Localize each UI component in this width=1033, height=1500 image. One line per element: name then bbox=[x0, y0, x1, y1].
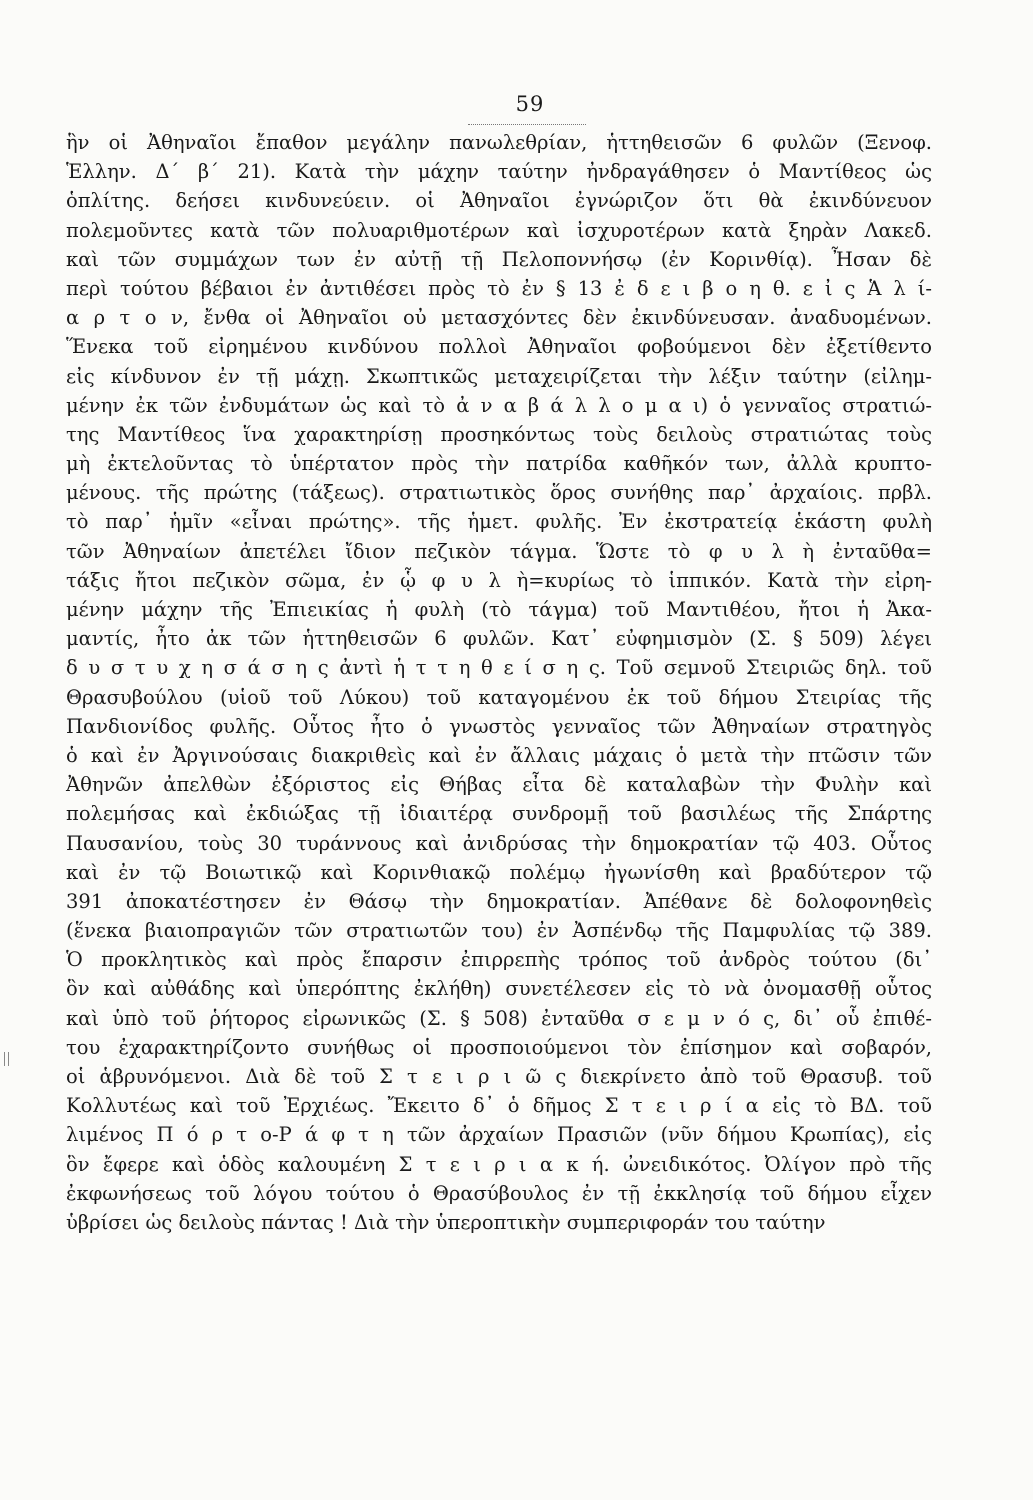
text-line: 391 ἀποκατέστησεν ἐν Θάσῳ τὴν δημοκρατίαν. Ἀπέθανε δὲ δολοφονηθεὶς bbox=[66, 889, 932, 913]
text-line: Πανδιονίδος φυλῆς. Οὗτος ἦτο ὁ γνωστὸς γενναῖος τῶν Ἀθηναίων στρατηγὸς bbox=[66, 714, 932, 738]
text-line: πολεμήσας καὶ ἐκδιώξας τῇ ἰδιαιτέρᾳ συνδρομῇ τοῦ βασιλέως τῆς Σπάρτης bbox=[66, 802, 932, 826]
text-line: α ρ τ ο ν, ἔνθα οἱ Ἀθηναῖοι οὐ μετασχόντες δὲν ἐκινδύνευσαν. ἀναδυομένων. bbox=[66, 306, 932, 330]
text-line: καὶ τῶν συμμάχων των ἐν αὐτῇ τῇ Πελοποννήσῳ (ἐν Κορινθίᾳ). Ἦσαν δὲ bbox=[66, 247, 932, 271]
margin-mark bbox=[4, 1052, 9, 1066]
text-line: του ἐχαρακτηρίζοντο συνήθως οἱ προσποιούμενοι τὸν ἐπίσημον καὶ σοβαρόν, bbox=[66, 1035, 932, 1059]
text-line: Θρασυβούλου (υἱοῦ τοῦ Λύκου) τοῦ καταγομένου ἐκ τοῦ δήμου Στειρίας τῆς bbox=[66, 685, 932, 709]
text-line: μένην ἐκ τῶν ἐνδυμάτων ὡς καὶ τὸ ἀ ν α β ά λ λ ο μ α ι) ὁ γενναῖος στρατιώ- bbox=[66, 393, 932, 417]
text-line: οἱ ἁβρυνόμενοι. Διὰ δὲ τοῦ Σ τ ε ι ρ ι ῶ ς διεκρίνετο ἀπὸ τοῦ Θρασυβ. τοῦ bbox=[66, 1065, 932, 1088]
text-line: ὁπλίτης. δεήσει κινδυνεύειν. οἱ Ἀθηναῖοι ἐγνώριζον ὅτι θὰ ἐκινδύνευον bbox=[66, 189, 932, 213]
text-line: Ὁ προκλητικὸς καὶ πρὸς ἔπαρσιν ἐπιρρεπὴς τρόπος τοῦ ἀνδρὸς τούτου (δι᾽ bbox=[66, 948, 932, 972]
text-line: Ἀθηνῶν ἀπελθὼν ἐξόριστος εἰς Θήβας εἶτα δὲ καταλαβὼν τὴν Φυλὴν καὶ bbox=[66, 773, 932, 797]
text-line: της Μαντίθεος ἵνα χαρακτηρίσῃ προσηκόντως τοὺς δειλοὺς στρατιώτας τοὺς bbox=[66, 422, 932, 446]
text-line: ἣν οἱ Ἀθηναῖοι ἔπαθον μεγάλην πανωλεθρίαν, ἡττηθεισῶν 6 φυλῶν (Ξενοφ. bbox=[66, 131, 932, 154]
header-rule bbox=[468, 124, 586, 125]
text-line: (ἕνεκα βιαιοπραγιῶν τῶν στρατιωτῶν του) ἐν Ἀσπένδῳ τῆς Παμφυλίας τῷ 389. bbox=[66, 919, 932, 943]
text-line: λιμένος Π ό ρ τ ο-Ρ ά φ τ η τῶν ἀρχαίων Πρασιῶν (νῦν δήμου Κρωπίας), εἰς bbox=[66, 1123, 932, 1147]
text-line: ἐκφωνήσεως τοῦ λόγου τούτου ὁ Θρασύβουλος ἐν τῇ ἐκκλησίᾳ τοῦ δήμου εἶχεν bbox=[66, 1181, 932, 1205]
text-line: ὁ καὶ ἐν Ἀργινούσαις διακριθεὶς καὶ ἐν ἄλλαις μάχαις ὁ μετὰ τὴν πτῶσιν τῶν bbox=[66, 743, 932, 767]
text-line: Ἑλλην. Δ΄ β΄ 21). Κατὰ τὴν μάχην ταύτην ἠνδραγάθησεν ὁ Μαντίθεος ὡς bbox=[66, 160, 932, 184]
text-line: τῶν Ἀθηναίων ἀπετέλει ἴδιον πεζικὸν τάγμα. Ὥστε τὸ φ υ λ ὴ ἐνταῦθα= bbox=[66, 539, 932, 563]
text-line: περὶ τούτου βέβαιοι ἐν ἀντιθέσει πρὸς τὸ ἐν § 13 ἐ δ ε ι β ο η θ. ε ἰ ς Ἁ λ ί- bbox=[66, 276, 932, 300]
text-line: καὶ ὑπὸ τοῦ ῥήτορος εἰρωνικῶς (Σ. § 508) ἐνταῦθα σ ε μ ν ό ς, δι᾽ οὗ ἐπιθέ- bbox=[66, 1006, 932, 1030]
text-line: τάξις ἤτοι πεζικὸν σῶμα, ἐν ᾧ φ υ λ ὴ=κυρίως τὸ ἱππικόν. Κατὰ τὴν εἰρη- bbox=[66, 568, 932, 592]
text-line: μένην μάχην τῆς Ἐπιεικίας ἡ φυλὴ (τὸ τάγμα) τοῦ Μαντιθέου, ἤτοι ἡ Ἀκα- bbox=[66, 598, 932, 621]
text-line: δ υ σ τ υ χ η σ ά σ η ς ἀντὶ ἡ τ τ η θ ε ί σ η ς. Τοῦ σεμνοῦ Στειριῶς δηλ. τοῦ bbox=[66, 656, 932, 680]
text-line: εἰς κίνδυνον ἐν τῇ μάχῃ. Σκωπτικῶς μεταχειρίζεται τὴν λέξιν ταύτην (εἰλημ- bbox=[66, 364, 932, 388]
text-line: Ἕνεκα τοῦ εἰρημένου κινδύνου πολλοὶ Ἀθηναῖοι φοβούμενοι δὲν ἐξετίθεντο bbox=[66, 335, 932, 359]
text-line: Παυσανίου, τοὺς 30 τυράννους καὶ ἀνιδρύσας τὴν δημοκρατίαν τῷ 403. Οὗτος bbox=[66, 831, 932, 855]
text-line: μένους. τῆς πρώτης (τάξεως). στρατιωτικὸς ὅρος συνήθης παρ᾽ ἀρχαίοις. πρβλ. bbox=[66, 481, 932, 505]
text-line: ὑβρίσει ὡς δειλοὺς πάντας ! Διὰ τὴν ὑπεροπτικὴν συμπεριφοράν του ταύτην bbox=[66, 1210, 826, 1234]
text-line: πολεμοῦντες κατὰ τῶν πολυαριθμοτέρων καὶ ἰσχυροτέρων κατὰ ξηρὰν Λακεδ. bbox=[66, 218, 932, 242]
commentary-text bbox=[66, 128, 932, 1237]
text-line: Κολλυτέως καὶ τοῦ Ἐρχιέως. Ἔκειτο δ᾽ ὁ δῆμος Σ τ ε ι ρ ί α εἰς τὸ ΒΔ. τοῦ bbox=[66, 1094, 932, 1118]
text-line: ὃν ἔφερε καὶ ὁδὸς καλουμένη Σ τ ε ι ρ ι α κ ή. ὠνειδικότος. Ὀλίγον πρὸ τῆς bbox=[66, 1152, 932, 1176]
text-line: καὶ ἐν τῷ Βοιωτικῷ καὶ Κορινθιακῷ πολέμῳ ἠγωνίσθη καὶ βραδύτερον τῷ bbox=[66, 860, 932, 884]
text-line: μαντίς, ἦτο ἀκ τῶν ἡττηθεισῶν 6 φυλῶν. Κατ᾽ εὐφημισμὸν (Σ. § 509) λέγει bbox=[66, 627, 932, 651]
page-number: 59 bbox=[515, 92, 545, 116]
text-line: μὴ ἐκτελοῦντας τὸ ὑπέρτατον πρὸς τὴν πατρίδα καθῆκόν των, ἀλλὰ κρυπτο- bbox=[66, 452, 932, 476]
text-line: ὃν καὶ αὐθάδης καὶ ὑπερόπτης ἐκλήθη) συνετέλεσεν εἰς τὸ νὰ ὀνομασθῇ οὗτος bbox=[66, 977, 932, 1001]
text-line: τὸ παρ᾽ ἡμῖν «εἶναι πρώτης». τῆς ἡμετ. φυλῆς. Ἐν ἐκστρατείᾳ ἑκάστη φυλὴ bbox=[66, 510, 932, 534]
